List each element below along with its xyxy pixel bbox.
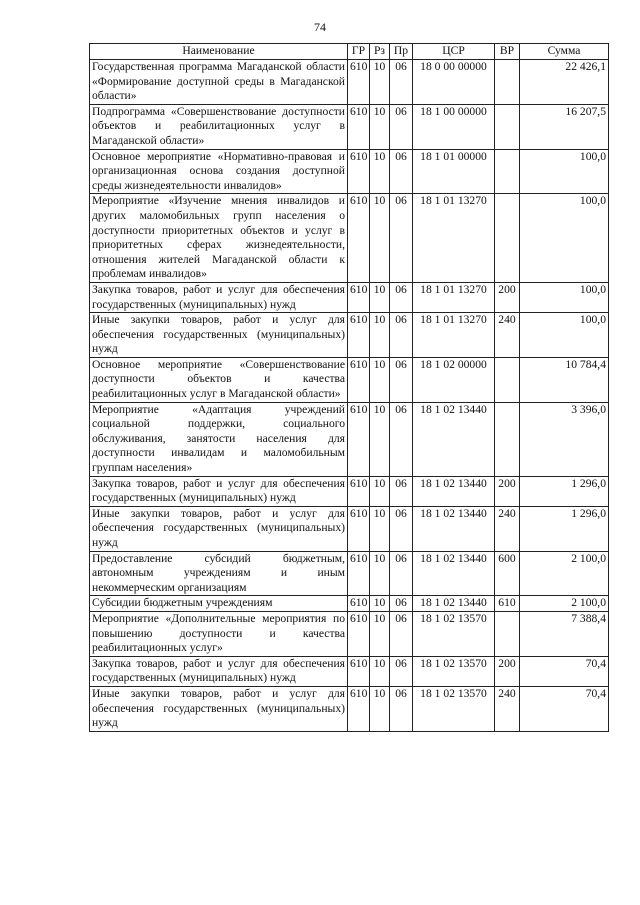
cell-csr: 18 1 01 13270: [413, 282, 495, 312]
cell-vr: [495, 60, 520, 105]
cell-vr: [495, 149, 520, 194]
table-row: [90, 194, 609, 283]
cell-rz: 10: [370, 149, 390, 194]
header-gr: ГР: [348, 44, 370, 60]
cell-vr: 600: [495, 551, 520, 596]
cell-csr: 18 1 02 13440: [413, 402, 495, 476]
cell-csr: 18 1 02 13440: [413, 596, 495, 612]
header-vr: ВР: [495, 44, 520, 60]
cell-gr: 610: [348, 313, 370, 358]
cell-csr: 18 1 01 13270: [413, 194, 495, 283]
cell-pr: 06: [390, 506, 413, 551]
cell-name: Субсидии бюджетным учреждениям: [90, 596, 348, 612]
cell-csr: 18 1 02 13440: [413, 506, 495, 551]
cell-pr: 06: [390, 686, 413, 731]
cell-gr: 610: [348, 104, 370, 149]
cell-sum: 70,4: [520, 656, 609, 686]
table-row: [90, 313, 609, 358]
cell-gr: 610: [348, 60, 370, 105]
cell-vr: 240: [495, 313, 520, 358]
cell-csr: 18 1 02 00000: [413, 357, 495, 402]
cell-csr: 18 1 01 13270: [413, 313, 495, 358]
cell-sum: 2 100,0: [520, 551, 609, 596]
table-row: [90, 104, 609, 149]
table-row: [90, 149, 609, 194]
cell-vr: [495, 104, 520, 149]
cell-rz: 10: [370, 282, 390, 312]
table-row: [90, 357, 609, 402]
cell-pr: 06: [390, 596, 413, 612]
cell-csr: 18 1 02 13570: [413, 686, 495, 731]
table-row: [90, 611, 609, 656]
cell-rz: 10: [370, 476, 390, 506]
cell-sum: 16 207,5: [520, 104, 609, 149]
header-pr: Пр: [390, 44, 413, 60]
cell-pr: 06: [390, 60, 413, 105]
cell-sum: 100,0: [520, 282, 609, 312]
cell-gr: 610: [348, 596, 370, 612]
cell-gr: 610: [348, 282, 370, 312]
cell-vr: [495, 357, 520, 402]
cell-name: Мероприятие «Адаптация учреждений социальной поддержки, социального обслуживания, занятости населения для доступности инвалидам и маломобильным группам населения»: [90, 402, 348, 476]
cell-sum: 1 296,0: [520, 506, 609, 551]
cell-name: Мероприятие «Изучение мнения инвалидов и других маломобильных групп населения о доступности приоритетных объектов и услуг в приоритетных сферах жизнедеятельности, отношения жителей Магаданской области к проблемам инвалидов»: [90, 194, 348, 283]
cell-pr: 06: [390, 282, 413, 312]
table-row: [90, 506, 609, 551]
cell-sum: 100,0: [520, 313, 609, 358]
cell-gr: 610: [348, 476, 370, 506]
header-rz: Рз: [370, 44, 390, 60]
cell-pr: 06: [390, 194, 413, 283]
cell-rz: 10: [370, 313, 390, 358]
cell-name: Иные закупки товаров, работ и услуг для обеспечения государственных (муниципальных) нужд: [90, 506, 348, 551]
cell-csr: 18 0 00 00000: [413, 60, 495, 105]
cell-sum: 1 296,0: [520, 476, 609, 506]
cell-csr: 18 1 02 13440: [413, 551, 495, 596]
cell-gr: 610: [348, 656, 370, 686]
cell-sum: 7 388,4: [520, 611, 609, 656]
cell-gr: 610: [348, 506, 370, 551]
cell-name: Основное мероприятие «Нормативно-правовая и организационная основа создания доступной среды жизнедеятельности инвалидов»: [90, 149, 348, 194]
cell-pr: 06: [390, 476, 413, 506]
cell-name: Иные закупки товаров, работ и услуг для обеспечения государственных (муниципальных) нужд: [90, 686, 348, 731]
cell-pr: 06: [390, 402, 413, 476]
cell-name: Государственная программа Магаданской области «Формирование доступной среды в Магаданской области»: [90, 60, 348, 105]
cell-pr: 06: [390, 357, 413, 402]
cell-name: Иные закупки товаров, работ и услуг для обеспечения государственных (муниципальных) нужд: [90, 313, 348, 358]
header-name: Наименование: [90, 44, 348, 60]
cell-rz: 10: [370, 506, 390, 551]
cell-rz: 10: [370, 104, 390, 149]
cell-rz: 10: [370, 357, 390, 402]
cell-vr: [495, 402, 520, 476]
table-row: [90, 596, 609, 612]
cell-name: Закупка товаров, работ и услуг для обеспечения государственных (муниципальных) нужд: [90, 656, 348, 686]
cell-pr: 06: [390, 149, 413, 194]
cell-vr: 200: [495, 656, 520, 686]
table-row: [90, 686, 609, 731]
cell-vr: 200: [495, 282, 520, 312]
cell-gr: 610: [348, 357, 370, 402]
cell-vr: 240: [495, 686, 520, 731]
cell-vr: [495, 194, 520, 283]
page-number: 74: [314, 20, 326, 34]
cell-pr: 06: [390, 611, 413, 656]
cell-sum: 10 784,4: [520, 357, 609, 402]
cell-vr: 240: [495, 506, 520, 551]
cell-gr: 610: [348, 402, 370, 476]
cell-sum: 70,4: [520, 686, 609, 731]
cell-csr: 18 1 00 00000: [413, 104, 495, 149]
cell-csr: 18 1 01 00000: [413, 149, 495, 194]
cell-sum: 100,0: [520, 194, 609, 283]
cell-csr: 18 1 02 13570: [413, 611, 495, 656]
cell-csr: 18 1 02 13570: [413, 656, 495, 686]
cell-gr: 610: [348, 686, 370, 731]
cell-sum: 22 426,1: [520, 60, 609, 105]
cell-rz: 10: [370, 656, 390, 686]
cell-gr: 610: [348, 149, 370, 194]
cell-rz: 10: [370, 60, 390, 105]
cell-pr: 06: [390, 313, 413, 358]
table-body: [90, 60, 609, 732]
table-header-row: [90, 44, 609, 60]
cell-name: Подпрограмма «Совершенствование доступности объектов и реабилитационных услуг в Магаданской области»: [90, 104, 348, 149]
cell-vr: [495, 611, 520, 656]
cell-name: Основное мероприятие «Совершенствование доступности объектов и качества реабилитационных услуг в Магаданской области»: [90, 357, 348, 402]
table-row: [90, 282, 609, 312]
cell-pr: 06: [390, 104, 413, 149]
cell-sum: 100,0: [520, 149, 609, 194]
cell-rz: 10: [370, 551, 390, 596]
budget-table: [89, 43, 609, 732]
cell-sum: 2 100,0: [520, 596, 609, 612]
cell-pr: 06: [390, 551, 413, 596]
table-row: [90, 402, 609, 476]
cell-rz: 10: [370, 402, 390, 476]
cell-gr: 610: [348, 551, 370, 596]
table-row: [90, 551, 609, 596]
header-csr: ЦСР: [413, 44, 495, 60]
table-row: [90, 656, 609, 686]
table-row: [90, 476, 609, 506]
cell-pr: 06: [390, 656, 413, 686]
cell-gr: 610: [348, 194, 370, 283]
cell-name: Предоставление субсидий бюджетным, автономным учреждениям и иным некоммерческим организациям: [90, 551, 348, 596]
cell-gr: 610: [348, 611, 370, 656]
header-sum: Сумма: [520, 44, 609, 60]
cell-vr: 200: [495, 476, 520, 506]
cell-name: Закупка товаров, работ и услуг для обеспечения государственных (муниципальных) нужд: [90, 476, 348, 506]
cell-name: Закупка товаров, работ и услуг для обеспечения государственных (муниципальных) нужд: [90, 282, 348, 312]
table-row: [90, 60, 609, 105]
cell-csr: 18 1 02 13440: [413, 476, 495, 506]
cell-vr: 610: [495, 596, 520, 612]
cell-rz: 10: [370, 596, 390, 612]
cell-rz: 10: [370, 611, 390, 656]
cell-rz: 10: [370, 194, 390, 283]
cell-sum: 3 396,0: [520, 402, 609, 476]
cell-rz: 10: [370, 686, 390, 731]
cell-name: Мероприятие «Дополнительные мероприятия по повышению доступности и качества реабилитационных услуг»: [90, 611, 348, 656]
